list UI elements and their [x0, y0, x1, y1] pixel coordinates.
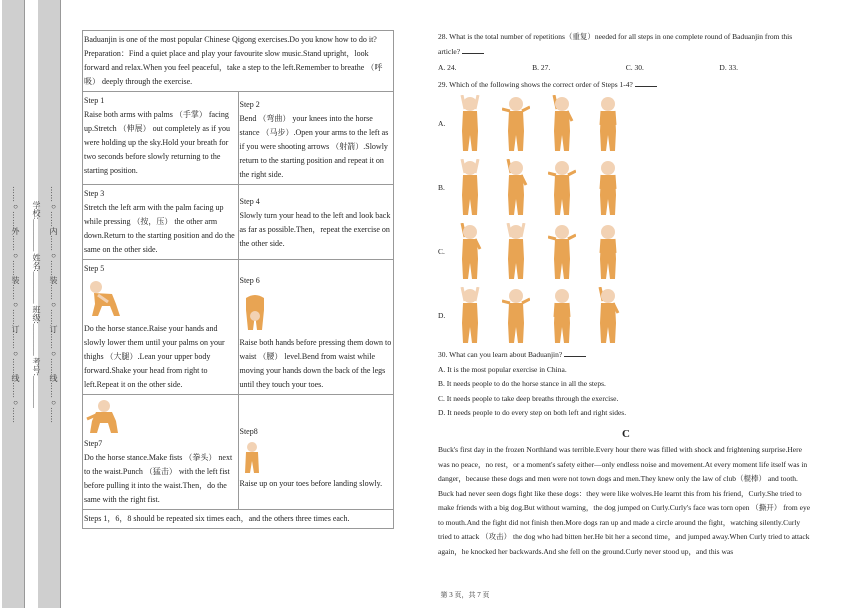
step-cell — [238, 185, 394, 260]
binding-divider — [24, 0, 25, 608]
exercise-figure — [456, 95, 484, 153]
step-number: Step7 — [84, 439, 103, 448]
exercise-figure — [548, 223, 576, 281]
binding-divider — [60, 0, 61, 608]
option: C. 30. — [625, 63, 644, 72]
option: A. It is the most popular exercise in China. — [438, 364, 567, 374]
option-label: A. — [438, 118, 446, 128]
step-number: Step 4 — [239, 197, 260, 206]
answer-blank[interactable] — [635, 78, 657, 87]
binding-inner-text: ……○……内……○……装……○……订……○……线……○…… — [49, 185, 58, 423]
student-info-fields: 学校:________ 姓名:________ 班级:________ 考号:________ — [32, 200, 41, 408]
option: B. It needs people to do the horse stance in all the steps. — [438, 379, 606, 388]
step-cell — [238, 92, 394, 185]
exercise-figure — [548, 95, 576, 153]
step-cell — [83, 185, 239, 260]
option: D. 33. — [719, 63, 738, 72]
option-label: B. — [438, 182, 445, 192]
step-text: Do the horse stance.Raise your hands and slowly lower them until your palms on your thighs （大腿）.Lean your upper body forward.Shake your head from right to left.Repeat it on the other side. — [84, 324, 225, 389]
step-text: Raise up on your toes before landing slowly. — [239, 479, 383, 488]
question-stem: 28. What is the total number of repetitions（重复）needed for all steps in one complete round of Baduanjin from this article? — [438, 32, 793, 56]
step-cell — [83, 395, 239, 510]
step-text: Do the horse stance.Make fists （拳头） next to the waist.Punch （猛击） with the left fist before pulling it into the waist.Then，do the same with the right fist. — [84, 453, 233, 504]
passage-paragraph: Buck had never seen dogs fight like these dogs：they were like wolves.He learnt this from his friend，Curly.She tried to make friends with a big dog.But without warning，the dog jumped on Curly.Curly's face was torn open （撕开） from eye to mouth.And the fight did not finish then.More dogs ran up and made a circle around the fight，watching silently.Curly tried to attack （攻击） the dog who had bitten her.He bit her a second time，and jumped away.When Curly tried to attack again，he knocked her backwards.And she fell on the ground.Curly never stood up，and this was — [438, 488, 811, 556]
question-29 — [438, 78, 814, 93]
answer-blank[interactable] — [564, 348, 586, 357]
punch-figure — [84, 399, 124, 435]
section-heading: C — [622, 427, 630, 440]
figure-sequence — [456, 95, 622, 153]
exercise-figure — [502, 159, 530, 217]
exam-page — [70, 0, 860, 608]
step-cell — [238, 260, 394, 395]
option-label: D. — [438, 310, 446, 320]
option: C. It needs people to take deep breaths through the exercise. — [438, 393, 619, 403]
binding-margin — [0, 0, 70, 608]
exercise-figure — [548, 287, 576, 345]
tiptoe-figure — [240, 441, 264, 475]
questions-column — [438, 30, 814, 559]
question-stem: 30. What can you learn about Baduanjin? — [438, 350, 563, 359]
step-cell — [83, 260, 239, 395]
forward-bend-figure — [240, 290, 270, 334]
exercise-figure — [502, 95, 530, 153]
exercise-figure — [594, 223, 622, 281]
step-number: Step 2 — [239, 100, 260, 109]
exercise-figure — [456, 287, 484, 345]
exercise-figure — [594, 287, 622, 345]
horse-stance-figure — [84, 278, 124, 320]
passage-paragraph: Buck's first day in the frozen Northland was terrible.Every hour there was filled with shock and frightening surprise.Here was no peace，no rest，or a moment's safety either—only endless noise and movement.At every moment life itself was in danger，because these dogs and men were not town dogs and men.They knew only the law of club（棍棒） and tooth. — [438, 445, 808, 483]
option: D. It needs people to do every step on both left and right sides. — [438, 408, 627, 417]
step-number: Step 6 — [239, 276, 260, 285]
option-row — [438, 284, 814, 348]
step-cell — [238, 395, 394, 510]
binding-outer-text: ……○……外……○……装……○……订……○……线……○…… — [11, 185, 20, 423]
note-cell — [83, 510, 394, 529]
step-text: Slowly turn your head to the left and look back as far as possible.Then，repeat the exercise on the other side. — [239, 211, 391, 248]
intro-cell — [83, 31, 394, 92]
step-text: Stretch the left arm with the palm facing up while pressing （按，压） the other arm down.Return to the starting position and do the same on the other side. — [84, 203, 235, 254]
figure-sequence — [456, 159, 622, 217]
question-28 — [438, 30, 814, 59]
answer-blank[interactable] — [462, 45, 484, 54]
repetition-note: Steps 1，6，8 should be repeated six times each，and the others three times each. — [84, 514, 350, 523]
step-number: Step 3 — [84, 189, 105, 198]
option: A. 24. — [438, 63, 457, 72]
option-row — [438, 156, 814, 220]
option-row — [438, 92, 814, 156]
question-28-options — [438, 61, 738, 76]
figure-sequence — [456, 223, 622, 281]
exercise-figure — [456, 223, 484, 281]
exercise-figure — [548, 159, 576, 217]
page-footer: 第 3 页，共 7 页 — [440, 591, 490, 599]
step-text: Raise both arms with palms （手掌） facing up.Stretch （伸展） out completely as if you were holding up the sky.Hold your breath for two seconds before slowly returning to the starting position. — [84, 110, 230, 175]
step-text: Bend （弯曲） your knees into the horse stance （马步）.Open your arms to the left as if you were shooting arrows （射箭）.Slowly return to the starting position and repeat it on the right side. — [239, 114, 389, 179]
option-label: C. — [438, 246, 445, 256]
question-stem: 29. Which of the following shows the correct order of Steps 1-4? — [438, 79, 633, 89]
exercise-figure — [456, 159, 484, 217]
option: B. 27. — [532, 63, 551, 72]
exercise-figure — [594, 159, 622, 217]
intro-text: Baduanjin is one of the most popular Chinese Qigong exercises.Do you know how to do it?Preparation：Find a quiet place and play your favourite slow music.Stand upright，look forward and relax.When you feel peaceful，take a step to the left.Remember to breathe （呼吸） deeply through the exercise. — [84, 35, 383, 86]
steps-table — [82, 30, 394, 529]
step-cell — [83, 92, 239, 185]
step-number: Step 5 — [84, 264, 105, 273]
question-30 — [438, 348, 814, 363]
step-number: Step8 — [239, 427, 258, 436]
step-text: Raise both hands before pressing them down to waist （腰） level.Bend from waist while moving your hands down the back of the legs until they touch your toes. — [239, 338, 392, 389]
question-29-options — [438, 92, 814, 348]
exercise-figure — [502, 223, 530, 281]
step-number: Step 1 — [84, 96, 105, 105]
option-row — [438, 220, 814, 284]
exercise-figure — [502, 287, 530, 345]
exercise-figure — [594, 95, 622, 153]
figure-sequence — [456, 287, 622, 345]
